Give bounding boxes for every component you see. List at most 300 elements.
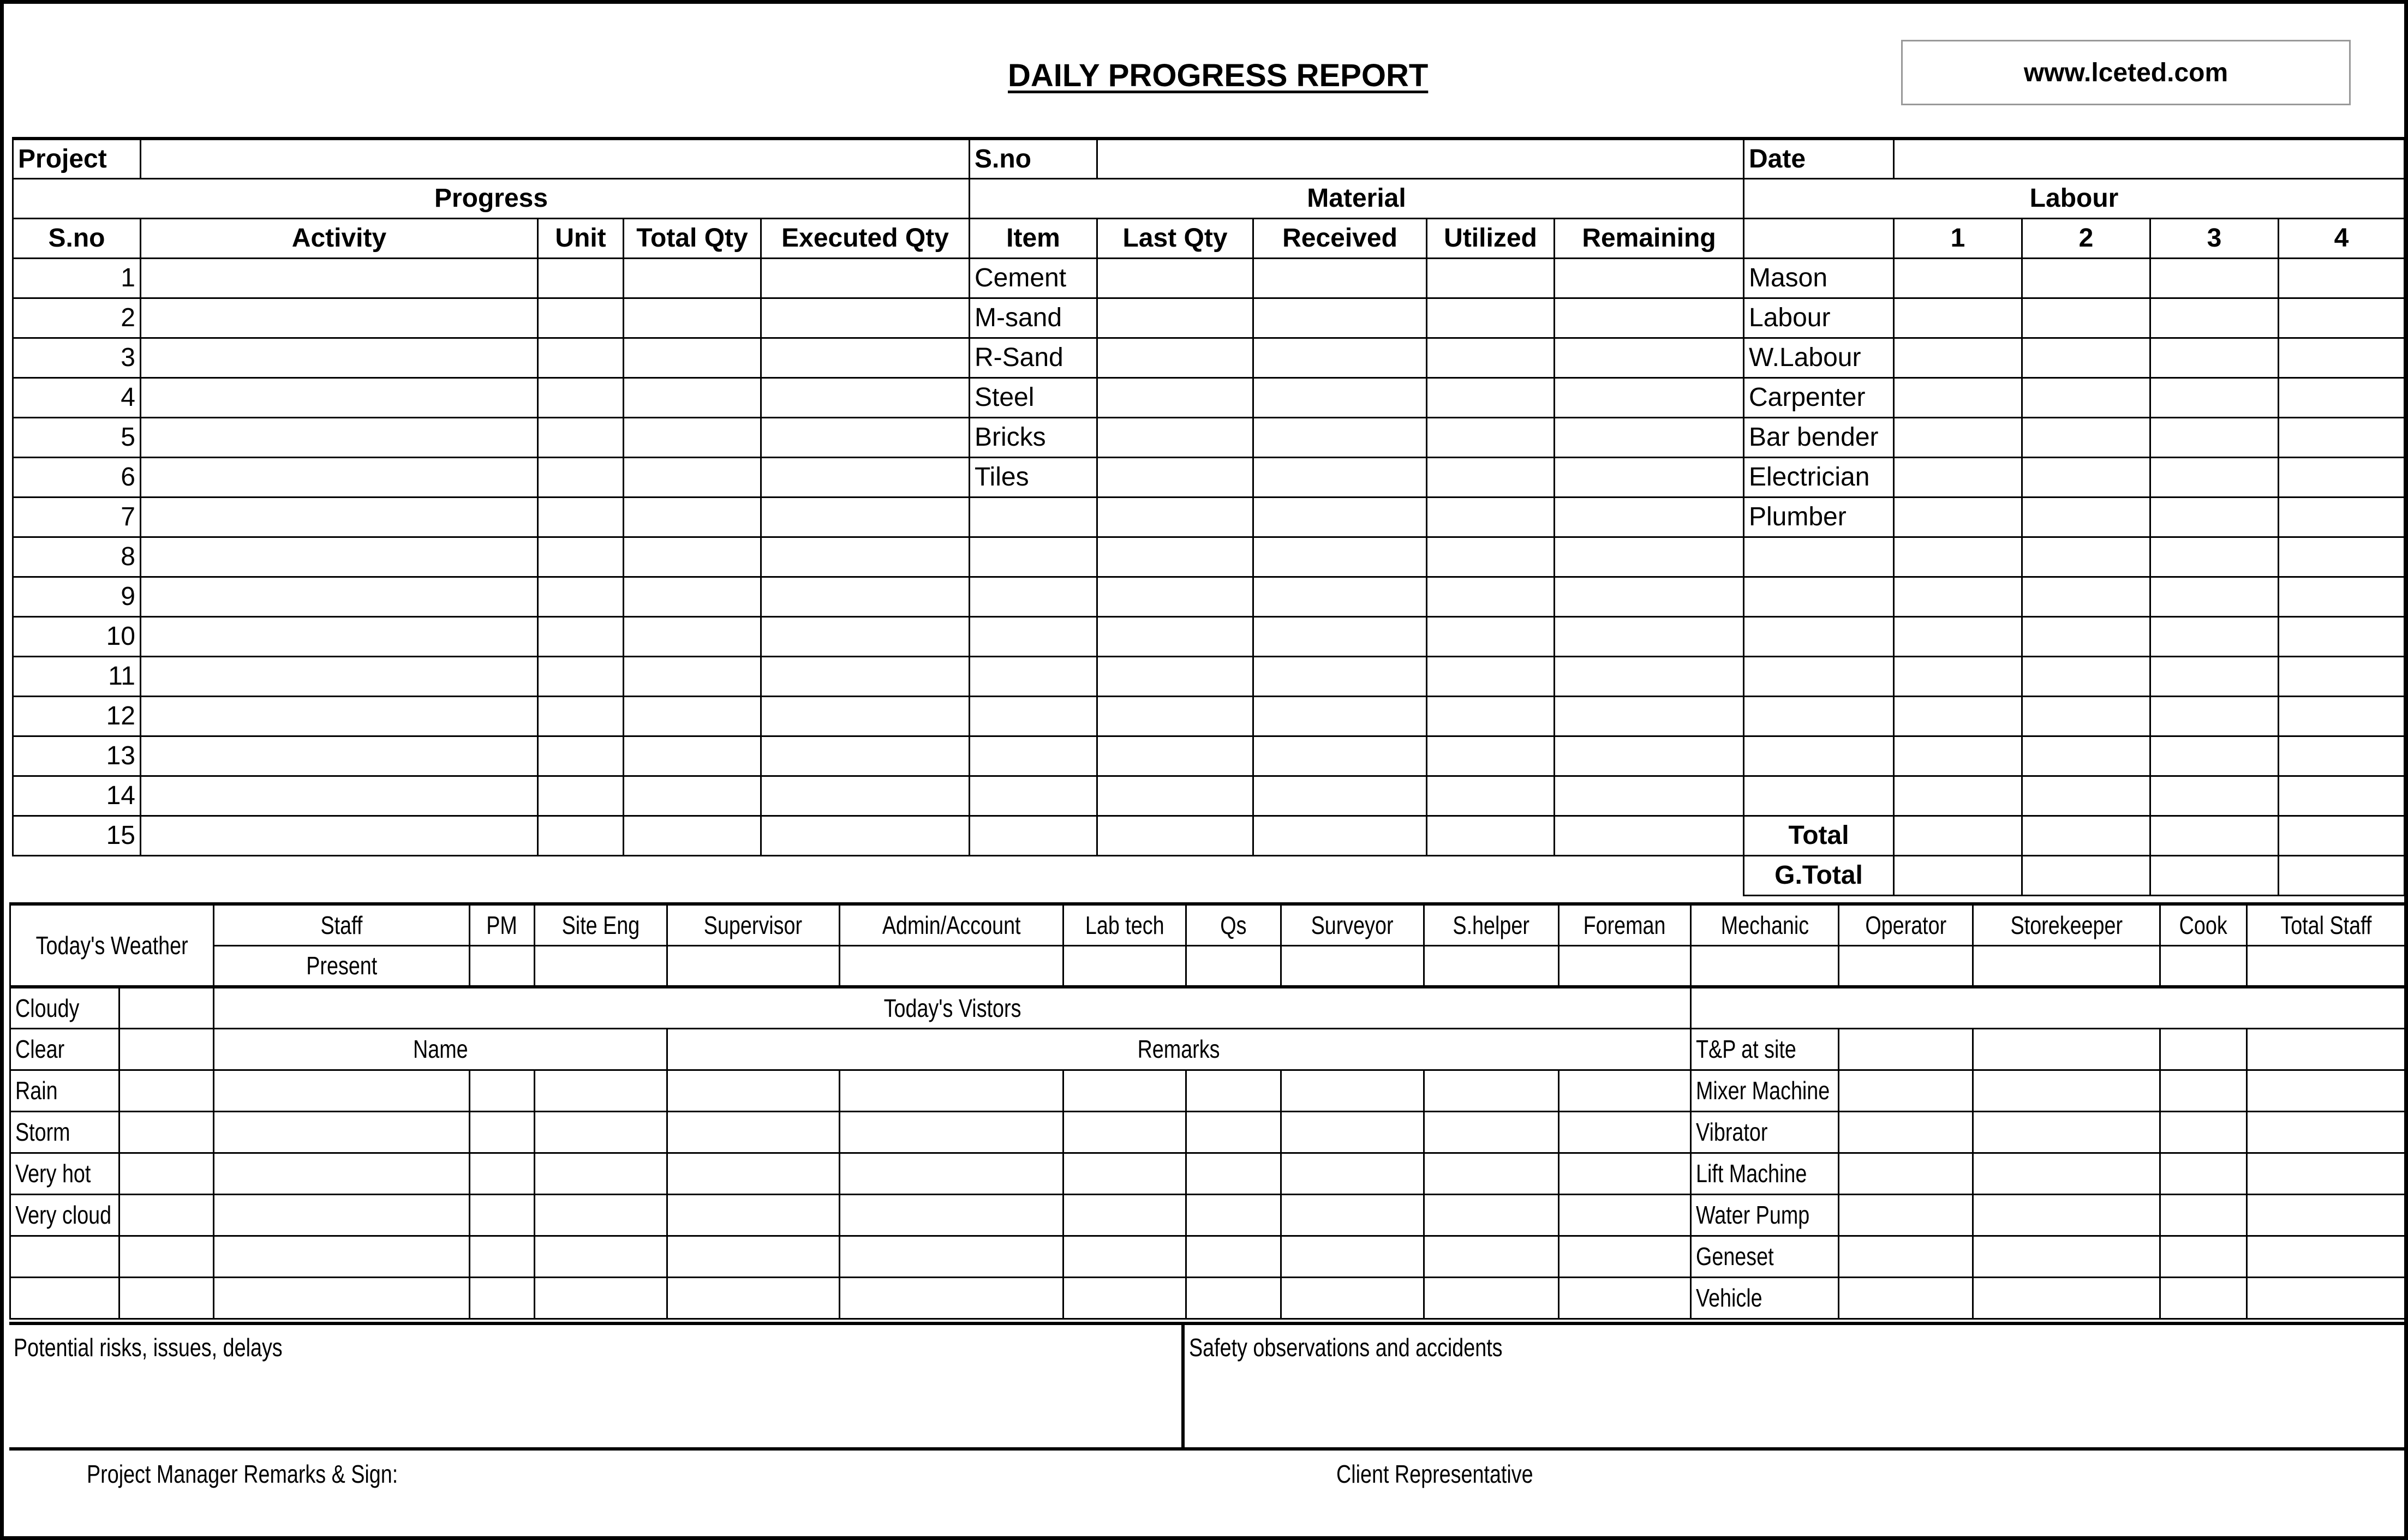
row-labour-2[interactable] [2022,577,2150,616]
row-remaining[interactable] [1555,736,1744,776]
row-activity[interactable] [141,537,538,577]
row-total-qty[interactable] [624,298,761,338]
row-last-qty[interactable] [1097,816,1253,855]
row-labour-3[interactable] [2150,298,2279,338]
row-unit[interactable] [538,497,624,537]
row-last-qty[interactable] [1097,696,1253,736]
visitor-name-cell[interactable] [534,1111,667,1153]
row-utilized[interactable] [1427,816,1555,855]
visitor-remarks-cell[interactable] [1281,1070,1424,1111]
row-activity[interactable] [141,298,538,338]
row-total-qty[interactable] [624,776,761,816]
row-received[interactable] [1253,696,1427,736]
row-received[interactable] [1253,616,1427,656]
visitor-name-cell[interactable] [214,1236,469,1277]
row-labour-1[interactable] [1894,258,2022,298]
row-activity[interactable] [141,258,538,298]
row-labour-1[interactable] [1894,537,2022,577]
row-activity[interactable] [141,736,538,776]
row-labour-1[interactable] [1894,696,2022,736]
weather-check[interactable] [119,1070,214,1111]
row-activity[interactable] [141,417,538,457]
row-remaining[interactable] [1555,417,1744,457]
row-remaining[interactable] [1555,577,1744,616]
visitor-name-cell[interactable] [214,1194,469,1236]
row-remaining[interactable] [1555,258,1744,298]
row-labour-2[interactable] [2022,776,2150,816]
tool-cell[interactable] [1839,1277,1973,1319]
row-labour-2[interactable] [2022,417,2150,457]
row-remaining[interactable] [1555,537,1744,577]
present-admin-account[interactable] [840,945,1063,987]
row-labour-4[interactable] [2279,656,2405,696]
visitor-remarks-cell[interactable] [1424,1236,1558,1277]
row-labour-4[interactable] [2279,696,2405,736]
row-last-qty[interactable] [1097,656,1253,696]
visitor-name-cell[interactable] [469,1070,534,1111]
date-field[interactable] [1894,139,2405,178]
visitor-name-cell[interactable] [214,1070,469,1111]
tool-cell[interactable] [2246,1236,2405,1277]
visitor-remarks-cell[interactable] [1424,1194,1558,1236]
tool-cell[interactable] [1973,1028,2160,1070]
row-labour-2[interactable] [2022,457,2150,497]
tool-cell[interactable] [2246,1153,2405,1194]
row-last-qty[interactable] [1097,616,1253,656]
row-last-qty[interactable] [1097,338,1253,377]
row-unit[interactable] [538,377,624,417]
visitor-remarks-cell[interactable] [1063,1153,1186,1194]
tool-cell[interactable] [1839,1194,1973,1236]
tool-cell[interactable] [2246,1277,2405,1319]
present-s-helper[interactable] [1424,945,1558,987]
row-utilized[interactable] [1427,377,1555,417]
row-last-qty[interactable] [1097,577,1253,616]
visitor-remarks-cell[interactable] [1186,1277,1281,1319]
visitor-remarks-cell[interactable] [1424,1070,1558,1111]
visitor-remarks-cell[interactable] [1281,1277,1424,1319]
weather-check[interactable] [119,1194,214,1236]
risks-box[interactable] [9,1322,1185,1451]
visitor-remarks-cell[interactable] [840,1153,1063,1194]
row-activity[interactable] [141,377,538,417]
weather-check[interactable] [119,1277,214,1319]
safety-box[interactable] [1185,1322,2406,1451]
tool-cell[interactable] [2246,1070,2405,1111]
row-labour-1[interactable] [1894,298,2022,338]
row-unit[interactable] [538,776,624,816]
visitor-remarks-cell[interactable] [1063,1194,1186,1236]
row-total-qty[interactable] [624,258,761,298]
row-activity[interactable] [141,816,538,855]
row-activity[interactable] [141,497,538,537]
visitor-remarks-cell[interactable] [1063,1111,1186,1153]
project-field[interactable] [141,139,970,178]
row-received[interactable] [1253,417,1427,457]
row-total-qty[interactable] [624,696,761,736]
row-labour-3[interactable] [2150,417,2279,457]
row-received[interactable] [1253,258,1427,298]
weather-check[interactable] [119,1236,214,1277]
row-labour-2[interactable] [2022,736,2150,776]
visitor-remarks-cell[interactable] [840,1070,1063,1111]
row-received[interactable] [1253,298,1427,338]
visitor-remarks-cell[interactable] [1558,1111,1690,1153]
row-executed-qty[interactable] [761,537,970,577]
row-received[interactable] [1253,338,1427,377]
visitor-remarks-cell[interactable] [667,1153,839,1194]
visitor-name-cell[interactable] [214,1277,469,1319]
visitor-name-cell[interactable] [214,1153,469,1194]
row-last-qty[interactable] [1097,258,1253,298]
row-utilized[interactable] [1427,776,1555,816]
row-unit[interactable] [538,537,624,577]
visitor-remarks-cell[interactable] [1424,1111,1558,1153]
row-executed-qty[interactable] [761,417,970,457]
present-operator[interactable] [1839,945,1973,987]
row-unit[interactable] [538,616,624,656]
present-supervisor[interactable] [667,945,839,987]
visitor-remarks-cell[interactable] [1558,1153,1690,1194]
row-total-qty[interactable] [624,497,761,537]
row-executed-qty[interactable] [761,776,970,816]
tool-cell[interactable] [2246,1194,2405,1236]
visitor-name-cell[interactable] [534,1070,667,1111]
visitor-name-cell[interactable] [469,1111,534,1153]
visitor-name-cell[interactable] [469,1236,534,1277]
row-labour-2[interactable] [2022,258,2150,298]
row-labour-1[interactable] [1894,338,2022,377]
row-utilized[interactable] [1427,577,1555,616]
row-last-qty[interactable] [1097,736,1253,776]
row-executed-qty[interactable] [761,377,970,417]
row-executed-qty[interactable] [761,656,970,696]
tool-cell[interactable] [1839,1236,1973,1277]
row-unit[interactable] [538,736,624,776]
row-remaining[interactable] [1555,816,1744,855]
row-unit[interactable] [538,457,624,497]
visitor-remarks-cell[interactable] [1186,1153,1281,1194]
row-labour-1[interactable] [1894,377,2022,417]
row-total-qty[interactable] [624,338,761,377]
row-labour-2[interactable] [2022,537,2150,577]
row-labour-3[interactable] [2150,696,2279,736]
visitor-remarks-cell[interactable] [1281,1111,1424,1153]
row-remaining[interactable] [1555,338,1744,377]
row-total-qty[interactable] [624,816,761,855]
row-labour-2[interactable] [2022,816,2150,855]
row-executed-qty[interactable] [761,298,970,338]
row-executed-qty[interactable] [761,577,970,616]
visitor-remarks-cell[interactable] [1558,1236,1690,1277]
row-remaining[interactable] [1555,616,1744,656]
row-unit[interactable] [538,258,624,298]
tool-cell[interactable] [2160,1236,2246,1277]
row-received[interactable] [1253,776,1427,816]
visitor-remarks-cell[interactable] [1558,1277,1690,1319]
visitor-name-cell[interactable] [469,1194,534,1236]
row-activity[interactable] [141,656,538,696]
row-last-qty[interactable] [1097,776,1253,816]
visitor-remarks-cell[interactable] [1558,1070,1690,1111]
row-remaining[interactable] [1555,497,1744,537]
row-labour-4[interactable] [2279,537,2405,577]
row-labour-4[interactable] [2279,298,2405,338]
present-foreman[interactable] [1558,945,1690,987]
visitor-name-cell[interactable] [534,1153,667,1194]
row-labour-2[interactable] [2022,696,2150,736]
row-labour-2[interactable] [2022,377,2150,417]
weather-check[interactable] [119,1111,214,1153]
row-unit[interactable] [538,338,624,377]
row-utilized[interactable] [1427,696,1555,736]
visitor-remarks-cell[interactable] [840,1194,1063,1236]
weather-check[interactable] [119,987,214,1028]
row-labour-3[interactable] [2150,338,2279,377]
row-labour-4[interactable] [2279,616,2405,656]
row-unit[interactable] [538,298,624,338]
row-utilized[interactable] [1427,616,1555,656]
tool-cell[interactable] [1839,1028,1973,1070]
visitor-remarks-cell[interactable] [1281,1236,1424,1277]
tool-cell[interactable] [2160,1194,2246,1236]
row-last-qty[interactable] [1097,537,1253,577]
row-labour-4[interactable] [2279,338,2405,377]
row-total-qty[interactable] [624,417,761,457]
row-remaining[interactable] [1555,298,1744,338]
visitor-remarks-cell[interactable] [1186,1194,1281,1236]
row-labour-3[interactable] [2150,497,2279,537]
row-remaining[interactable] [1555,776,1744,816]
row-labour-1[interactable] [1894,457,2022,497]
row-labour-1[interactable] [1894,616,2022,656]
visitor-remarks-cell[interactable] [667,1236,839,1277]
present-total-staff[interactable] [2246,945,2405,987]
visitor-name-cell[interactable] [534,1277,667,1319]
row-labour-1[interactable] [1894,736,2022,776]
row-labour-4[interactable] [2279,776,2405,816]
row-received[interactable] [1253,497,1427,537]
row-labour-1[interactable] [1894,417,2022,457]
row-utilized[interactable] [1427,736,1555,776]
row-labour-4[interactable] [2279,417,2405,457]
row-received[interactable] [1253,577,1427,616]
tool-cell[interactable] [2160,1111,2246,1153]
tool-cell[interactable] [1973,1277,2160,1319]
visitor-name-cell[interactable] [534,1236,667,1277]
visitor-remarks-cell[interactable] [1186,1111,1281,1153]
row-executed-qty[interactable] [761,258,970,298]
tool-cell[interactable] [2160,1153,2246,1194]
row-utilized[interactable] [1427,258,1555,298]
row-unit[interactable] [538,816,624,855]
row-total-qty[interactable] [624,537,761,577]
visitor-remarks-cell[interactable] [1558,1194,1690,1236]
row-labour-3[interactable] [2150,577,2279,616]
visitor-name-cell[interactable] [469,1153,534,1194]
visitor-remarks-cell[interactable] [840,1277,1063,1319]
row-received[interactable] [1253,656,1427,696]
row-utilized[interactable] [1427,497,1555,537]
row-labour-3[interactable] [2150,656,2279,696]
visitor-name-cell[interactable] [214,1111,469,1153]
gtotal-cell-4[interactable] [2279,855,2405,895]
row-utilized[interactable] [1427,417,1555,457]
weather-check[interactable] [119,1153,214,1194]
row-received[interactable] [1253,457,1427,497]
row-executed-qty[interactable] [761,736,970,776]
present-cook[interactable] [2160,945,2246,987]
row-utilized[interactable] [1427,656,1555,696]
visitor-remarks-cell[interactable] [840,1111,1063,1153]
tool-cell[interactable] [2246,1111,2405,1153]
present-mechanic[interactable] [1691,945,1839,987]
row-labour-3[interactable] [2150,457,2279,497]
gtotal-cell-2[interactable] [2022,855,2150,895]
row-unit[interactable] [538,696,624,736]
present-surveyor[interactable] [1281,945,1424,987]
row-labour-1[interactable] [1894,656,2022,696]
visitor-name-cell[interactable] [469,1277,534,1319]
row-utilized[interactable] [1427,298,1555,338]
row-total-qty[interactable] [624,616,761,656]
row-executed-qty[interactable] [761,696,970,736]
tool-cell[interactable] [1839,1070,1973,1111]
row-executed-qty[interactable] [761,497,970,537]
row-remaining[interactable] [1555,377,1744,417]
tool-cell[interactable] [2246,1028,2405,1070]
row-total-qty[interactable] [624,656,761,696]
row-executed-qty[interactable] [761,616,970,656]
row-activity[interactable] [141,457,538,497]
visitor-remarks-cell[interactable] [1063,1277,1186,1319]
row-labour-2[interactable] [2022,338,2150,377]
row-received[interactable] [1253,377,1427,417]
visitor-remarks-cell[interactable] [1186,1070,1281,1111]
visitor-remarks-cell[interactable] [1424,1153,1558,1194]
row-labour-3[interactable] [2150,537,2279,577]
present-site-eng[interactable] [534,945,667,987]
tool-cell[interactable] [2160,1070,2246,1111]
row-labour-2[interactable] [2022,298,2150,338]
row-labour-4[interactable] [2279,457,2405,497]
row-activity[interactable] [141,696,538,736]
row-labour-4[interactable] [2279,497,2405,537]
row-labour-3[interactable] [2150,816,2279,855]
row-labour-3[interactable] [2150,736,2279,776]
row-last-qty[interactable] [1097,457,1253,497]
row-last-qty[interactable] [1097,417,1253,457]
row-received[interactable] [1253,537,1427,577]
role-s-helper: S.helper [1424,904,1558,945]
row-activity[interactable] [141,616,538,656]
row-unit[interactable] [538,417,624,457]
row-remaining[interactable] [1555,457,1744,497]
row-last-qty[interactable] [1097,497,1253,537]
row-labour-3[interactable] [2150,616,2279,656]
row-received[interactable] [1253,816,1427,855]
visitor-remarks-cell[interactable] [1063,1070,1186,1111]
present-qs[interactable] [1186,945,1281,987]
visitor-remarks-cell[interactable] [1281,1194,1424,1236]
visitor-remarks-cell[interactable] [667,1277,839,1319]
row-unit[interactable] [538,656,624,696]
row-remaining[interactable] [1555,656,1744,696]
row-received[interactable] [1253,736,1427,776]
visitor-remarks-cell[interactable] [667,1070,839,1111]
tool-cell[interactable] [1973,1194,2160,1236]
row-labour-4[interactable] [2279,377,2405,417]
row-labour-2[interactable] [2022,656,2150,696]
row-labour-3[interactable] [2150,776,2279,816]
visitor-remarks-cell[interactable] [667,1194,839,1236]
row-unit[interactable] [538,577,624,616]
tool-cell[interactable] [1973,1111,2160,1153]
row-executed-qty[interactable] [761,816,970,855]
row-labour-4[interactable] [2279,816,2405,855]
row-labour-4[interactable] [2279,577,2405,616]
row-total-qty[interactable] [624,377,761,417]
tool-cell[interactable] [1973,1153,2160,1194]
row-remaining[interactable] [1555,696,1744,736]
row-activity[interactable] [141,338,538,377]
visitor-remarks-cell[interactable] [1424,1277,1558,1319]
tool-cell[interactable] [1839,1111,1973,1153]
row-labour-2[interactable] [2022,497,2150,537]
tool-cell[interactable] [1973,1236,2160,1277]
row-activity[interactable] [141,577,538,616]
row-last-qty[interactable] [1097,298,1253,338]
visitor-remarks-cell[interactable] [1063,1236,1186,1277]
visitor-remarks-cell[interactable] [1281,1153,1424,1194]
tool-cell[interactable] [1973,1070,2160,1111]
tool-cell[interactable] [2160,1277,2246,1319]
row-labour-1[interactable] [1894,776,2022,816]
row-last-qty[interactable] [1097,377,1253,417]
present-storekeeper[interactable] [1973,945,2160,987]
row-labour-3[interactable] [2150,377,2279,417]
weather-check[interactable] [119,1028,214,1070]
tool-cell[interactable] [1839,1153,1973,1194]
row-labour-4[interactable] [2279,736,2405,776]
row-labour-2[interactable] [2022,616,2150,656]
row-labour-3[interactable] [2150,258,2279,298]
row-labour-1[interactable] [1894,816,2022,855]
row-total-qty[interactable] [624,577,761,616]
row-labour-1[interactable] [1894,497,2022,537]
row-utilized[interactable] [1427,457,1555,497]
row-utilized[interactable] [1427,338,1555,377]
row-total-qty[interactable] [624,736,761,776]
row-executed-qty[interactable] [761,338,970,377]
report-sno-field[interactable] [1097,139,1744,178]
row-labour-4[interactable] [2279,258,2405,298]
tool-cell[interactable] [2160,1028,2246,1070]
visitor-remarks-cell[interactable] [840,1236,1063,1277]
row-total-qty[interactable] [624,457,761,497]
row-labour-1[interactable] [1894,577,2022,616]
row-executed-qty[interactable] [761,457,970,497]
visitor-name-cell[interactable] [534,1194,667,1236]
present-pm[interactable] [469,945,534,987]
visitor-remarks-cell[interactable] [667,1111,839,1153]
gtotal-cell-1[interactable] [1894,855,2022,895]
present-lab-tech[interactable] [1063,945,1186,987]
gtotal-cell-3[interactable] [2150,855,2279,895]
row-activity[interactable] [141,776,538,816]
row-utilized[interactable] [1427,537,1555,577]
visitor-remarks-cell[interactable] [1186,1236,1281,1277]
